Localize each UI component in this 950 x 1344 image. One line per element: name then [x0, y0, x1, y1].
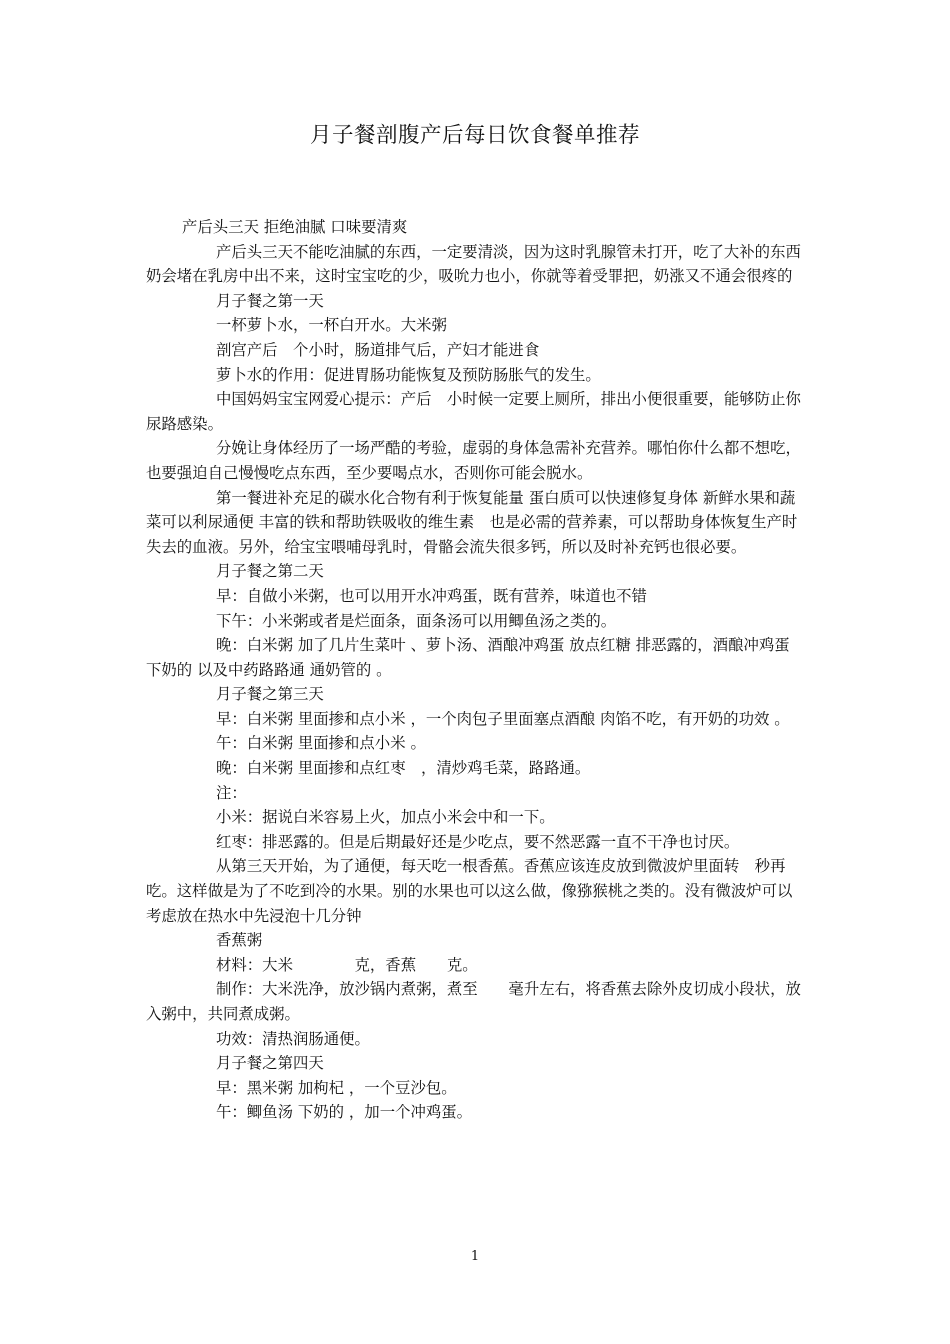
paragraph: 红枣：排恶露的。但是后期最好还是少吃点，要不然恶露一直不干净也讨厌。	[216, 832, 740, 851]
page-number: 1	[470, 1249, 480, 1264]
paragraph: 中国妈妈宝宝网爱心提示：产后 小时候一定要上厕所，排出小便很重要，能够防止你尿路感染。	[146, 390, 801, 433]
paragraph: 午：白米粥 里面掺和点小米 。	[216, 734, 426, 753]
paragraph: 材料：大米 克，香蕉 克。	[216, 955, 478, 974]
paragraph: 功效：清热润肠通便。	[216, 1029, 370, 1048]
paragraph: 香蕉粥	[216, 931, 263, 950]
paragraph: 第一餐进补充足的碳水化合物有利于恢复能量 蛋白质可以快速修复身体 新鲜水果和蔬菜可以利尿通便 丰富的铁和帮助铁吸收的维生素 也是必需的营养素，可以帮助身体恢复生产时失去的血液。另外，给宝宝喂哺母乳时，骨骼会流失很多钙，所以及时补充钙也很必要。	[146, 488, 798, 556]
paragraph: 分娩让身体经历了一场严酷的考验，虚弱的身体急需补充营养。哪怕你什么都不想吃，也要强迫自己慢慢吃点东西，至少要喝点水，否则你可能会脱水。	[146, 439, 801, 482]
document-body	[146, 215, 806, 1125]
paragraph: 月子餐之第四天	[216, 1054, 324, 1073]
paragraph: 制作：大米洗净，放沙锅内煮粥，煮至 毫升左右，将香蕉去除外皮切成小段状，放入粥中，共同煮成粥。	[146, 980, 801, 1023]
paragraph: 晚：白米粥 里面掺和点红枣 ，清炒鸡毛菜，路路通。	[216, 759, 591, 778]
paragraph: 午：鲫鱼汤 下奶的 ，加一个冲鸡蛋。	[216, 1103, 473, 1122]
paragraph: 晚：白米粥 加了几片生菜叶 、萝卜汤、酒酿冲鸡蛋 放点红糖 排恶露的，酒酿冲鸡蛋 下奶的 以及中药路路通 通奶管的 。	[146, 636, 790, 679]
paragraph: 早：黑米粥 加枸杞 ，一个豆沙包。	[216, 1078, 457, 1097]
paragraph: 月子餐之第三天	[216, 685, 324, 704]
paragraph: 月子餐之第二天	[216, 562, 324, 581]
paragraph: 小米：据说白米容易上火，加点小米会中和一下。	[216, 808, 555, 827]
paragraph: 产后头三天不能吃油腻的东西，一定要清淡，因为这时乳腺管未打开，吃了大补的东西奶会堵在乳房中出不来，这时宝宝吃的少，吸吮力也小，你就等着受罪把，奶涨又不通会很疼的	[146, 242, 801, 286]
paragraph: 下午：小米粥或者是烂面条，面条汤可以用鲫鱼汤之类的。	[216, 611, 617, 630]
paragraph: 注：	[216, 783, 247, 802]
paragraph: 萝卜水的作用：促进胃肠功能恢复及预防肠胀气的发生。	[216, 365, 601, 384]
page-title: 月子餐剖腹产后每日饮食餐单推荐	[309, 123, 640, 148]
paragraph: 月子餐之第一天	[216, 291, 324, 310]
paragraph: 产后头三天 拒绝油腻 口味要清爽	[182, 218, 408, 236]
paragraph: 早：白米粥 里面掺和点小米 ，一个肉包子里面塞点酒酿 肉馅不吃，有开奶的功效 。	[216, 709, 790, 728]
paragraph: 早：自做小米粥，也可以用开水冲鸡蛋，既有营养，味道也不错	[216, 586, 647, 605]
paragraph: 从第三天开始，为了通便，每天吃一根香蕉。香蕉应该连皮放到微波炉里面转 秒再吃。这样做是为了不吃到冷的水果。别的水果也可以这么做，像猕猴桃之类的。没有微波炉可以考虑放在热水中先浸泡十几分钟	[146, 857, 793, 925]
paragraph: 剖宫产后 个小时，肠道排气后，产妇才能进食	[216, 340, 540, 359]
paragraph: 一杯萝卜水，一杯白开水。大米粥	[216, 316, 447, 335]
